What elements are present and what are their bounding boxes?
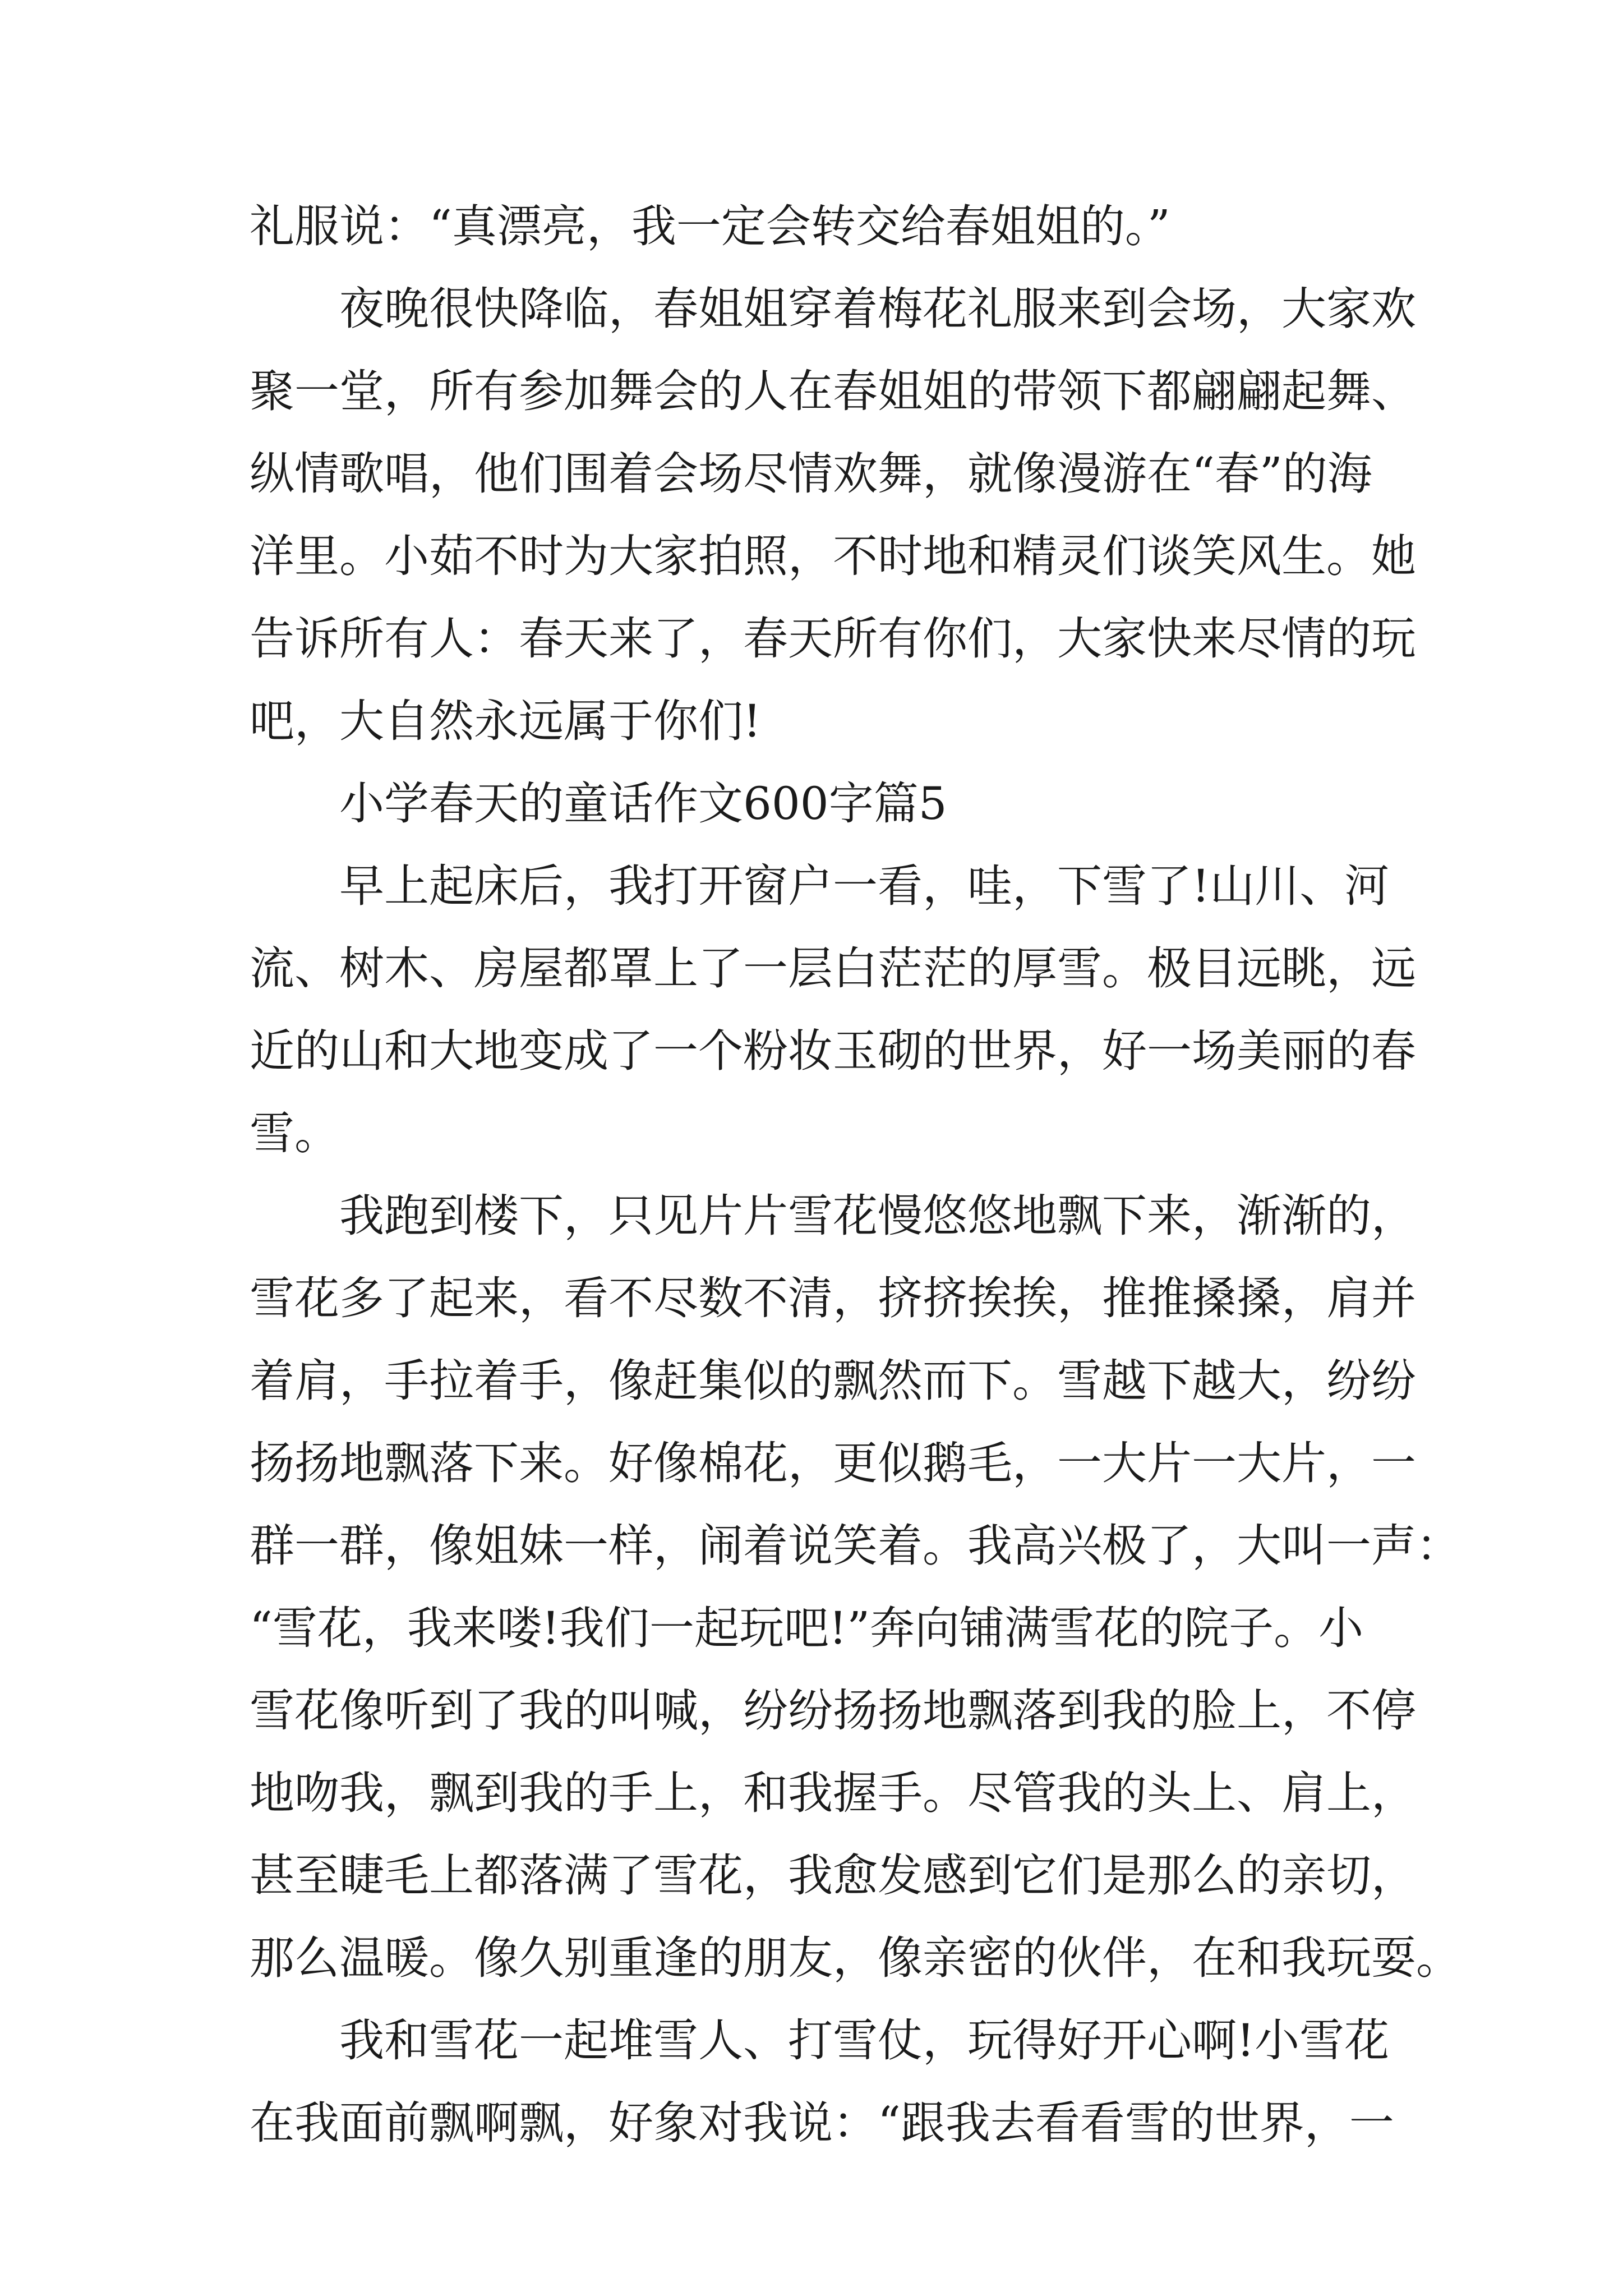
text-line: 夜晚很快降临，春姐姐穿着梅花礼服来到会场，大家欢	[339, 283, 1416, 335]
text-line: 我跑到楼下，只见片片雪花慢悠悠地飘下来，渐渐的，	[339, 1190, 1416, 1242]
section-heading: 小学春天的童话作文600字篇5	[339, 777, 947, 830]
text-line: 雪花多了起来，看不尽数不清，挤挤挨挨，推推搡搡，肩并	[250, 1272, 1416, 1324]
text-line: 纵情歌唱，他们围着会场尽情欢舞，就像漫游在“春”的海	[250, 448, 1372, 500]
text-line: 流、树木、房屋都罩上了一层白茫茫的厚雪。极目远眺，远	[250, 942, 1416, 995]
text-line: 着肩，手拉着手，像赶集似的飘然而下。雪越下越大，纷纷	[250, 1355, 1416, 1407]
text-line: 雪。	[250, 1107, 339, 1159]
text-line: 洋里。小茹不时为大家拍照，不时地和精灵们谈笑风生。她	[250, 530, 1416, 582]
text-line: 聚一堂，所有参加舞会的人在春姐姐的带领下都翩翩起舞、	[250, 365, 1416, 417]
text-line: 地吻我，飘到我的手上，和我握手。尽管我的头上、肩上，	[250, 1767, 1416, 1819]
text-line: 群一群，像姐妹一样，闹着说笑着。我高兴极了，大叫一声：	[250, 1520, 1461, 1572]
text-line: 那么温暖。像久别重逢的朋友，像亲密的伙伴，在和我玩耍。	[250, 1932, 1461, 1984]
text-line: 雪花像听到了我的叫喊，纷纷扬扬地飘落到我的脸上，不停	[250, 1685, 1416, 1737]
text-line: 礼服说：“真漂亮，我一定会转交给春姐姐的。”	[250, 200, 1170, 252]
text-line: 甚至睫毛上都落满了雪花，我愈发感到它们是那么的亲切，	[250, 1849, 1416, 1902]
text-line: 告诉所有人：春天来了，春天所有你们，大家快来尽情的玩	[250, 613, 1416, 665]
text-line: 早上起床后，我打开窗户一看，哇，下雪了!山川、河	[339, 860, 1390, 912]
document-body	[250, 185, 1461, 2164]
text-line: 近的山和大地变成了一个粉妆玉砌的世界，好一场美丽的春	[250, 1025, 1416, 1077]
text-line: 在我面前飘啊飘，好象对我说：“跟我去看看雪的世界，一	[250, 2097, 1394, 2149]
text-line: 我和雪花一起堆雪人、打雪仗，玩得好开心啊!小雪花	[339, 2014, 1390, 2067]
text-line: 吧，大自然永远属于你们!	[250, 695, 762, 747]
text-line: 扬扬地飘落下来。好像棉花，更似鹅毛，一大片一大片，一	[250, 1437, 1416, 1489]
text-line: “雪花，我来喽!我们一起玩吧!”奔向铺满雪花的院子。小	[250, 1602, 1364, 1654]
